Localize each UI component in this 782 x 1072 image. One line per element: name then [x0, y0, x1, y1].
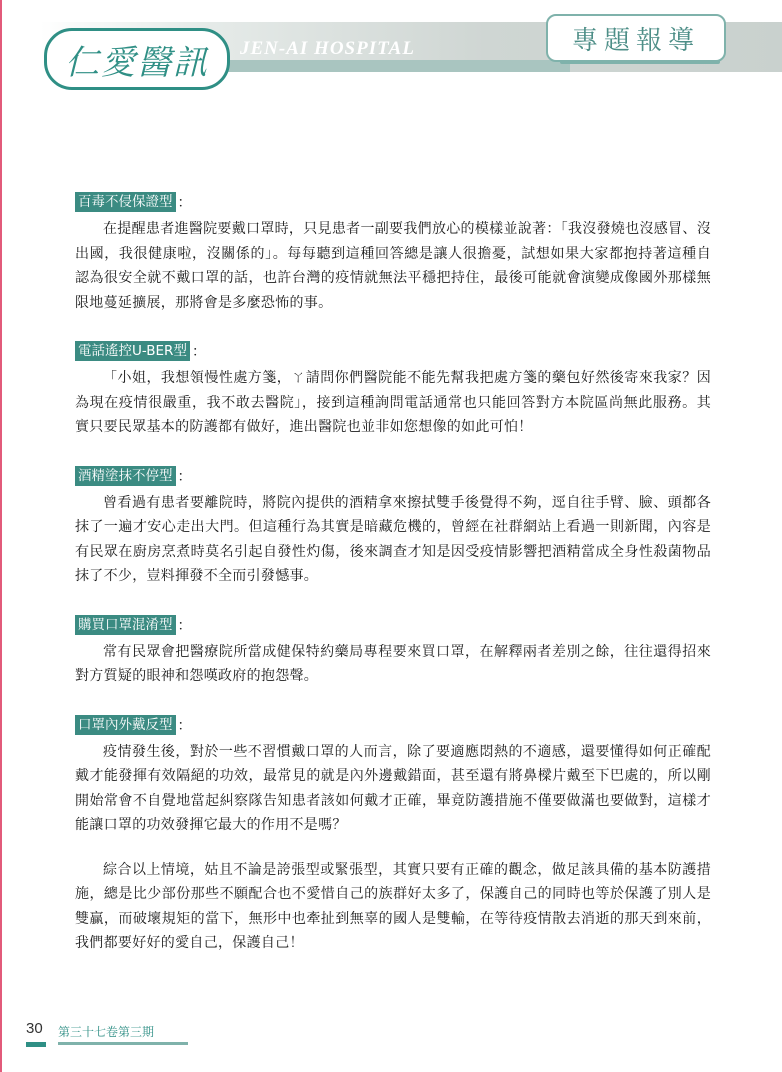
heading-colon: ： — [177, 468, 192, 485]
magazine-logo — [44, 28, 230, 90]
page-edge-rule — [0, 0, 2, 1072]
section-heading: 電話遙控U-BER型 — [75, 341, 190, 361]
article-body — [75, 192, 711, 982]
footer-rule — [58, 1042, 188, 1045]
section-heading-row — [75, 466, 711, 486]
section-paragraph: 「小姐，我想領慢性處方箋，ㄚ請問你們醫院能不能先幫我把處方箋的藥包好然後寄來我家？因為現在疫情很嚴重，我不敢去醫院」，接到這種詢問電話通常也只能回答對方本院區尚無此服務。其實只要民眾基本的防護都有做好，進出醫院也並非如您想像的如此可怕！ — [75, 370, 711, 435]
section-tab — [546, 14, 726, 62]
heading-colon: ： — [177, 195, 192, 211]
page-footer — [26, 1018, 155, 1039]
heading-colon: ： — [177, 717, 192, 734]
section-paragraph: 疫情發生後，對於一些不習慣戴口罩的人而言，除了要適應悶熱的不適感，還要懂得如何正確配戴才能發揮有效隔絕的功效，最常見的就是內外邊戴錯面，甚至還有將鼻樑片戴至下巴處的，所以剛開始常會不自覺地當起糾察隊告知患者該如何戴才正確，畢竟防護措施不僅要做滿也要做對，這樣才能讓口罩的功效發揮它最大的作用不是嗎？ — [75, 743, 711, 833]
logo-text: 仁愛醫訊 — [65, 42, 209, 83]
hospital-name: JEN-AI HOSPITAL — [240, 38, 415, 59]
section-paragraph: 常有民眾會把醫療院所當成健保特約藥局專程要來買口罩，在解釋兩者差別之餘，往往還得招來對方質疑的眼神和怨嘆政府的抱怨聲。 — [75, 643, 711, 684]
article-section — [75, 615, 711, 689]
closing-paragraph: 綜合以上情境，姑且不論是誇張型或緊張型，其實只要有正確的觀念，做足該具備的基本防護措施，總是比少部份那些不願配合也不愛惜自己的族群好太多了，保護自己的同時也等於保護了別人是雙贏，而破壞規矩的當下，無形中也牽扯到無辜的國人是雙輸，在等待疫情散去消逝的那天到來前，我們都要好好的愛自己，保護自己！ — [75, 861, 711, 951]
section-paragraph: 在提醒患者進醫院要戴口罩時，只見患者一副要我們放心的模樣並說著：「我沒發燒也沒感冒、沒出國，我很健康啦，沒關係的」。每每聽到這種回答總是讓人很擔憂，試想如果大家都抱持著這種自認為很安全就不戴口罩的話，也許台灣的疫情就無法平穩把持住，最後可能就會演變成像國外那樣無限地蔓延擴展，那將會是多麼恐怖的事。 — [75, 221, 711, 311]
section-label: 專題報導 — [571, 25, 700, 56]
footer-accent-bar — [26, 1042, 46, 1047]
section-heading-row — [75, 192, 711, 212]
section-heading-row — [75, 341, 711, 361]
heading-colon: ： — [177, 617, 192, 634]
header-strip — [200, 60, 570, 72]
page-header — [0, 0, 782, 95]
article-section — [75, 715, 711, 956]
section-heading: 酒精塗抹不停型 — [75, 466, 176, 486]
page-number: 30 — [26, 1020, 43, 1037]
section-tab-underline — [560, 60, 720, 64]
article-section — [75, 192, 711, 315]
heading-colon: ： — [191, 344, 206, 360]
section-heading-row — [75, 715, 711, 735]
section-paragraph: 曾看過有患者要離院時，將院內提供的酒精拿來擦拭雙手後覺得不夠，逕自往手臂、臉、頭都各抹了一遍才安心走出大門。但這種行為其實是暗藏危機的，曾經在社群網站上看過一則新聞，內容是有民眾在廚房烹煮時莫名引起自發性灼傷，後來調查才知是因受疫情影響把酒精當成全身性殺菌物品抹了不少，豈料揮發不全而引發憾事。 — [75, 494, 711, 584]
section-heading: 百毒不侵保證型 — [75, 192, 176, 212]
issue-label: 第三十七卷第三期 — [58, 1025, 155, 1039]
section-heading: 口罩內外戴反型 — [75, 715, 176, 735]
section-heading: 購買口罩混淆型 — [75, 615, 176, 635]
article-section — [75, 341, 711, 440]
section-heading-row — [75, 615, 711, 635]
article-section — [75, 466, 711, 589]
